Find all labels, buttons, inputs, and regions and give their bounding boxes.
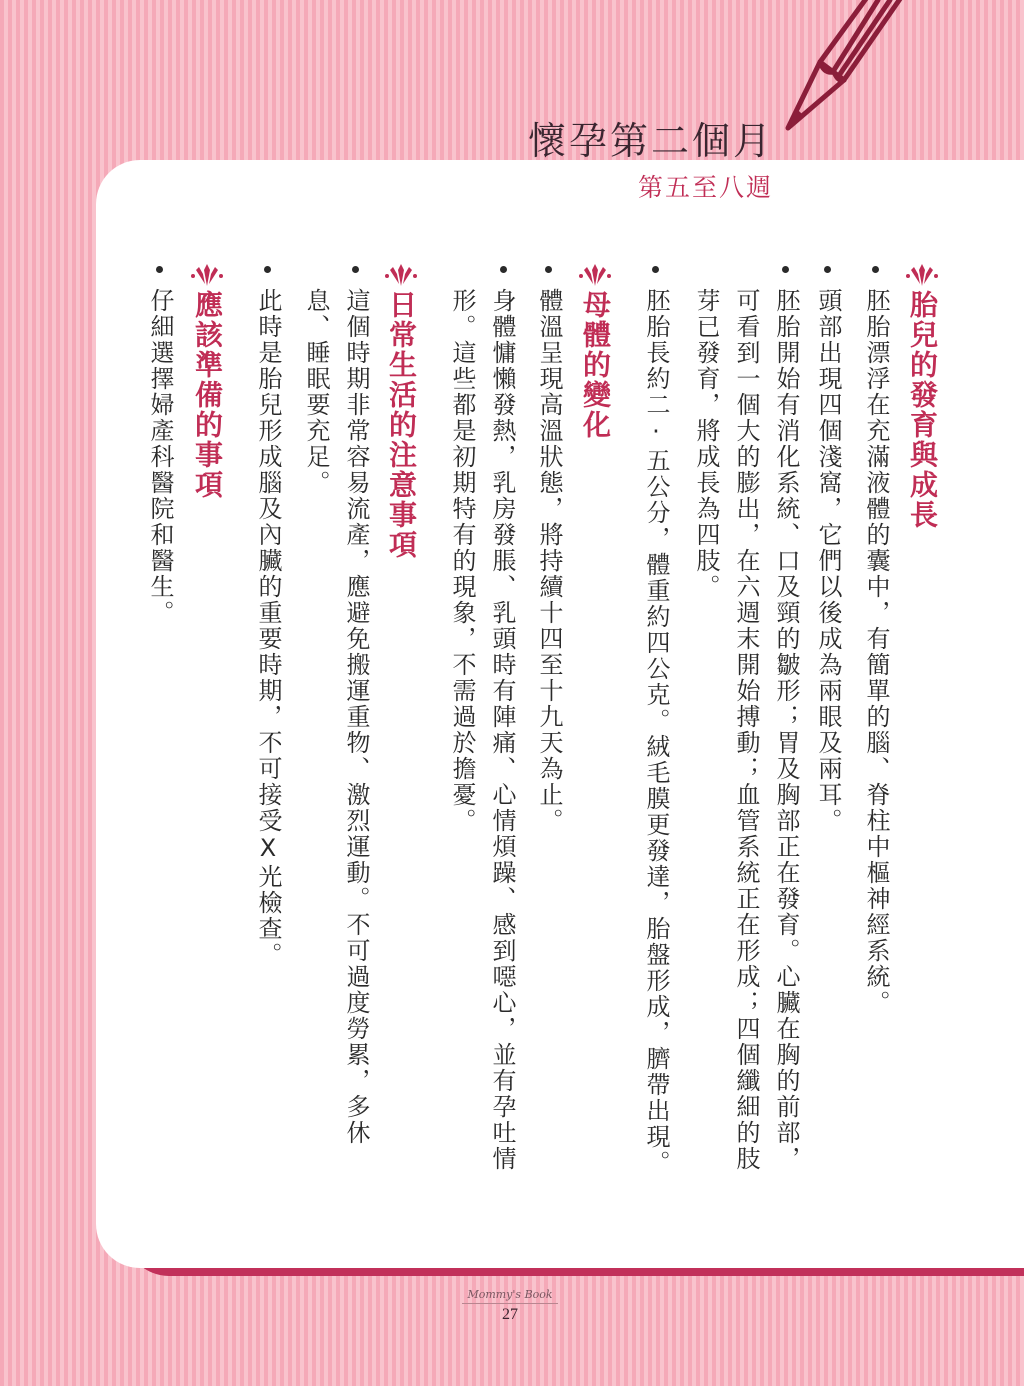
flourish-ornament-icon bbox=[578, 262, 612, 288]
flourish-ornament-icon bbox=[905, 262, 939, 288]
bullet-dot bbox=[545, 266, 552, 273]
bullet-dot bbox=[872, 266, 879, 273]
bullet-dot bbox=[352, 266, 359, 273]
fetal-item-2: 頭部出現四個淺窩，它們以後成為兩眼及兩耳。 bbox=[814, 288, 842, 834]
heading-daily-precautions: 日常生活的注意事項 bbox=[385, 290, 418, 560]
mother-item-2: 身體慵懶發熱，乳房發脹、乳頭時有陣痛、心情煩躁、感到噁心，並有孕吐情形。這些都是初期特有的現象，不需過於擔憂。 bbox=[448, 288, 516, 1172]
daily-item-2: 此時是胎兒形成腦及內臟的重要時期，不可接受X光檢查。 bbox=[254, 288, 282, 968]
fetal-item-3: 胚胎開始有消化系統、口及頸的皺形；胃及胸部正在發育。心臟在胸的前部，可看到一個大的膨出，在六週末開始搏動；血管系統正在形成；四個纖細的肢芽已發育，將成長為四肢。 bbox=[692, 288, 800, 1172]
bullet-dot bbox=[264, 266, 271, 273]
heading-preparations: 應該準備的事項 bbox=[191, 290, 224, 500]
fetal-item-1: 胚胎漂浮在充滿液體的囊中，有簡單的腦、脊柱中樞神經系統。 bbox=[862, 288, 890, 1016]
prep-item-1: 仔細選擇婦產科醫院和醫生。 bbox=[146, 288, 174, 626]
footer-brand: Mommy's Book bbox=[462, 1288, 558, 1304]
bullet-dot bbox=[156, 266, 163, 273]
bullet-dot bbox=[782, 266, 789, 273]
flourish-ornament-icon bbox=[384, 262, 418, 288]
flourish-ornament-icon bbox=[190, 262, 224, 288]
pencil-icon bbox=[780, 0, 940, 140]
daily-item-1: 這個時期非常容易流產，應避免搬運重物、激烈運動。不可過度勞累，多休息、睡眠要充足。 bbox=[302, 288, 370, 1146]
mother-item-1: 體溫呈現高溫狀態，將持續十四至十九天為止。 bbox=[535, 288, 563, 834]
page-title: 懷孕第二個月 bbox=[528, 119, 775, 163]
page-number: 27 bbox=[502, 1306, 518, 1323]
fetal-item-4: 胚胎長約二‧五公分，體重約四公克。絨毛膜更發達，胎盤形成，臍帶出現。 bbox=[642, 288, 670, 1176]
heading-fetal-development: 胎兒的發育與成長 bbox=[906, 290, 939, 530]
heading-maternal-changes: 母體的變化 bbox=[579, 290, 612, 440]
bullet-dot bbox=[824, 266, 831, 273]
bullet-dot bbox=[500, 266, 507, 273]
bullet-dot bbox=[652, 266, 659, 273]
page-subtitle: 第五至八週 bbox=[638, 173, 774, 202]
